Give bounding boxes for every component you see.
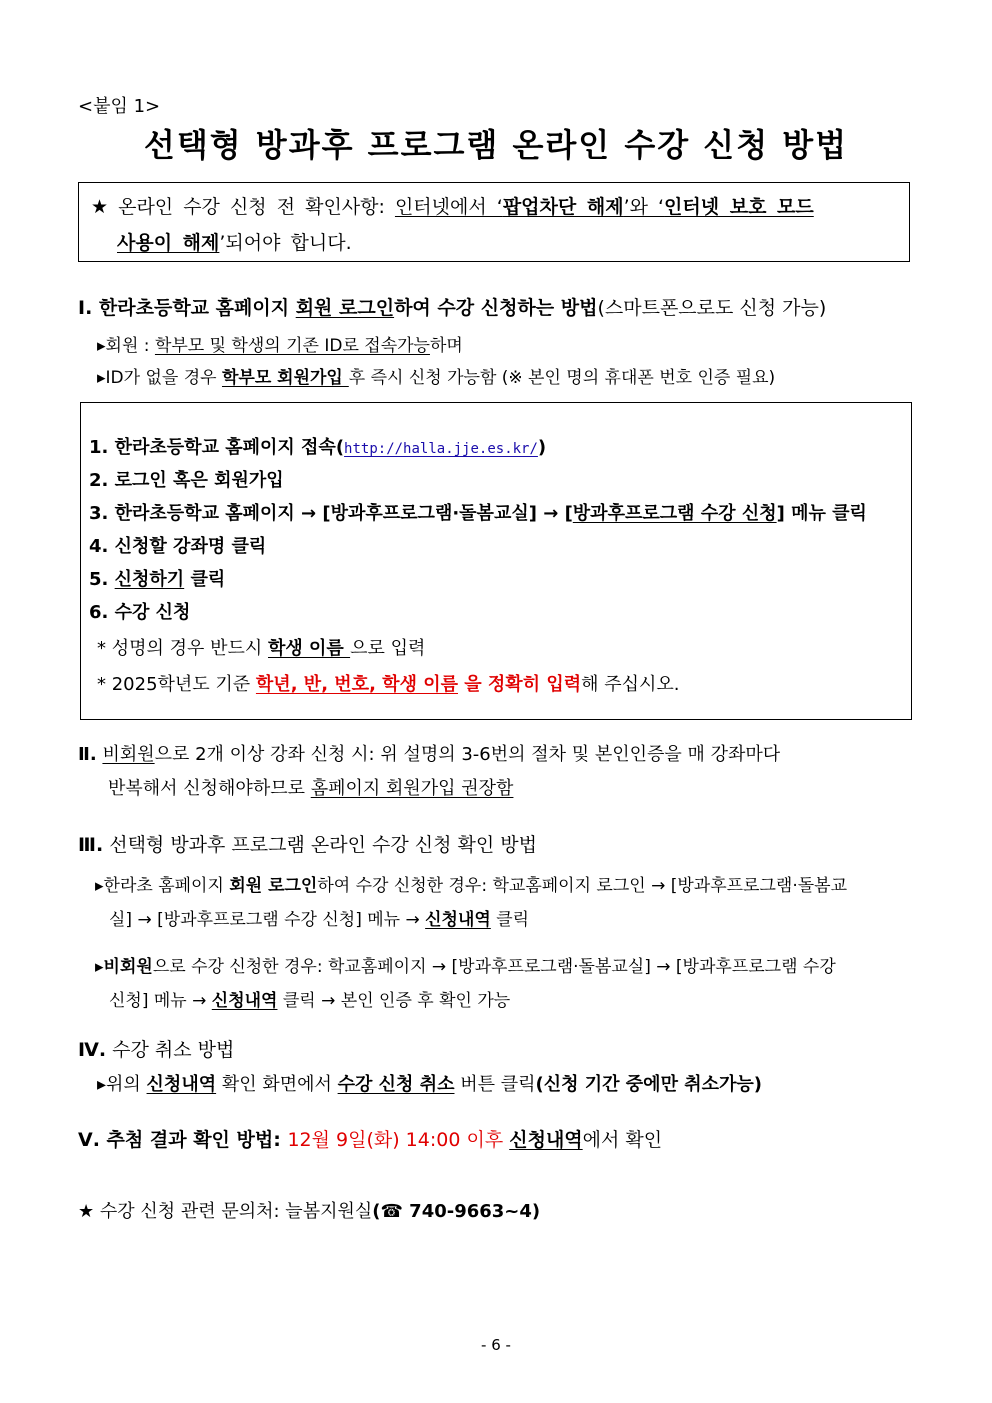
contact-line: ★ 수강 신청 관련 문의처: 늘봄지원실(☎ 740-9663~4)	[78, 1201, 541, 1222]
section-3-bullet-1: ▸한라초 홈페이지 회원 로그인하여 수강 신청한 경우: 학교홈페이지 로그인 → [방과후프로그램·돌봄교 실] → [방과후프로그램 수강 신청] 메뉴 → 신청내역 클릭	[95, 876, 847, 930]
notice-box	[78, 182, 910, 262]
section-2: Ⅱ. 비회원으로 2개 이상 강좌 신청 시: 위 설명의 3-6번의 절차 및 본인인증을 매 강좌마다 반복해서 신청해야하므로 홈페이지 회원가입 권장함	[78, 744, 781, 799]
bullet-icon: ▸	[95, 957, 104, 977]
section-1-bullet-1: ▸회원 : 학부모 및 학생의 기존 ID로 접속가능하며	[97, 336, 463, 356]
step-3: 3. 한라초등학교 홈페이지 → [방과후프로그램·돌봄교실] → [방과후프로그램 수강 신청] 메뉴 클릭	[89, 503, 867, 524]
section-1-bullet-2: ▸ID가 없을 경우 학부모 회원가입 후 즉시 신청 가능함 (※ 본인 명의 휴대폰 번호 인증 필요)	[97, 368, 776, 388]
step-4: 4. 신청할 강좌명 클릭	[89, 536, 267, 557]
step-6: 6. 수강 신청	[89, 602, 191, 623]
homepage-link[interactable]: http://halla.jje.es.kr/	[344, 441, 538, 457]
page-title: 선택형 방과후 프로그램 온라인 수강 신청 방법	[143, 126, 849, 164]
step-note-1: * 성명의 경우 반드시 학생 이름 으로 입력	[97, 638, 426, 659]
page-number: - 6 -	[481, 1336, 511, 1354]
bullet-icon: ▸	[97, 1074, 107, 1095]
notice-line-2: 사용이 해제’되어야 합니다.	[117, 232, 352, 254]
bullet-icon: ▸	[97, 368, 106, 388]
star-icon: ★	[91, 196, 109, 218]
step-5: 5. 신청하기 클릭	[89, 569, 226, 590]
star-icon: ★	[78, 1201, 95, 1222]
section-1-heading: Ⅰ. 한라초등학교 홈페이지 회원 로그인하여 수강 신청하는 방법(스마트폰으로도 신청 가능)	[78, 297, 827, 319]
section-3-bullet-2: ▸비회원으로 수강 신청한 경우: 학교홈페이지 → [방과후프로그램·돌봄교실] → [방과후프로그램 수강 신청] 메뉴 → 신청내역 클릭 → 본인 인증 후 확인 가능	[95, 957, 836, 1011]
bullet-icon: ▸	[95, 876, 104, 896]
section-4-bullet: ▸위의 신청내역 확인 화면에서 수강 신청 취소 버튼 클릭(신청 기간 중에만 취소가능)	[97, 1074, 763, 1095]
bullet-icon: ▸	[97, 336, 106, 356]
section-5-heading: Ⅴ. 추첨 결과 확인 방법: 12월 9일(화) 14:00 이후 신청내역에서 확인	[78, 1129, 663, 1151]
step-2: 2. 로그인 혹은 회원가입	[89, 470, 284, 491]
steps-box	[80, 402, 912, 720]
section-3-heading: Ⅲ. 선택형 방과후 프로그램 온라인 수강 신청 확인 방법	[78, 834, 537, 856]
step-1: 1. 한라초등학교 홈페이지 접속(http://halla.jje.es.kr/)	[89, 437, 547, 458]
section-4-heading: Ⅳ. 수강 취소 방법	[78, 1039, 235, 1061]
attachment-label: <붙임 1>	[78, 96, 161, 117]
notice-line-1: ★ 온라인 수강 신청 전 확인사항: 인터넷에서 ‘팝업차단 해제’와 ‘인터넷 보호 모드	[91, 196, 814, 218]
step-note-2: * 2025학년도 기준 학년, 반, 번호, 학생 이름 을 정확히 입력해 주십시오.	[97, 674, 680, 695]
